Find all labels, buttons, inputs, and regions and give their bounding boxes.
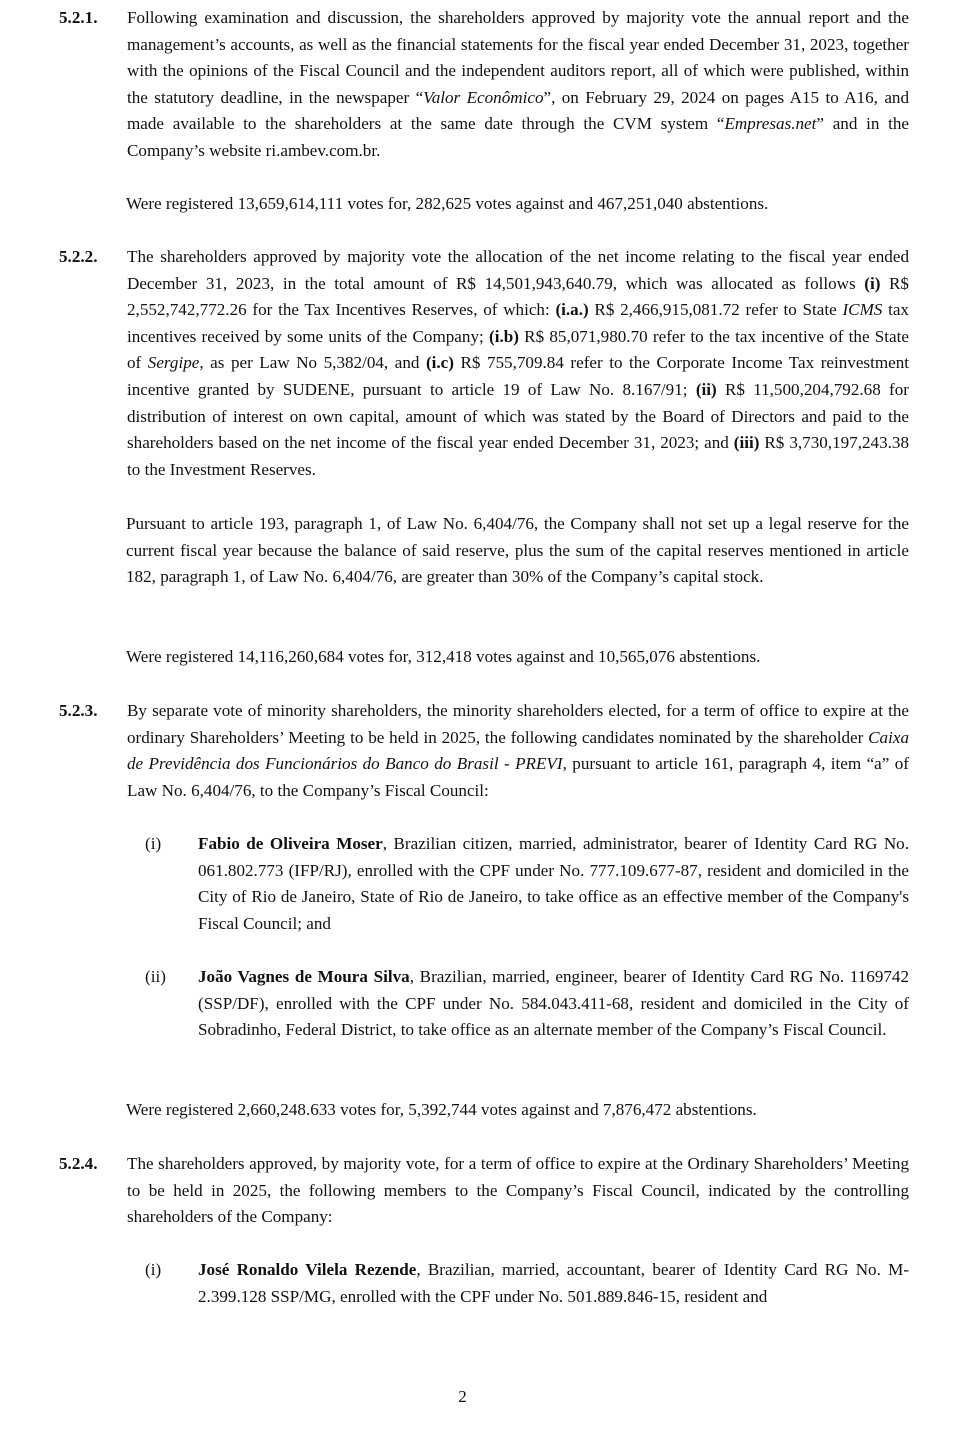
item-number: 5.2.3. (59, 701, 98, 720)
vote-result: Were registered 14,116,260,684 votes for, 312,418 votes against and 10,565,076 abstentions. (126, 647, 761, 666)
candidate-description: João Vagnes de Moura Silva, Brazilian, married, engineer, bearer of Identity Card RG No. 1169742 (SSP/DF), enrolled with the CPF under No. 584.043.411-68, resident and domiciled in the City of Sobradinho, Federal District, to take office as an alternate member of the Company’s Fiscal Council. (198, 967, 910, 1040)
item-5-2-1-text: Following examination and discussion, the shareholders approved by majority vote the annual report and the management’s accounts, as well as the financial statements for the fiscal year ended December 31, 2023, together with the opinions of the Fiscal Council and the independent auditors report, all of which were published, within the statutory deadline, in the newspaper “Valor Econômico”, on February 29, 2024 on pages A15 to A16, and made available to the shareholders at the same date through the CVM system “Empresas.net” and in the Company’s website ri.ambev.com.br. (127, 8, 909, 160)
item-5-2-4-text: The shareholders approved, by majority vote, for a term of office to expire at the Ordinary Shareholders’ Meeting to be held in 2025, the following members to the Company’s Fiscal Council, indicated by the controlling shareholders of the Company: (127, 1154, 909, 1227)
candidate-label: (i) (145, 834, 162, 853)
item-number: 5.2.2. (59, 247, 98, 266)
legal-reserve-paragraph: Pursuant to article 193, paragraph 1, of Law No. 6,404/76, the Company shall not set up a legal reserve for the current fiscal year because the balance of said reserve, plus the sum of the capital reserves mentioned in article 182, paragraph 1, of Law No. 6,404/76, are greater than 30% of the Company’s capital stock. (126, 514, 909, 587)
candidate-label: (ii) (145, 967, 166, 986)
item-number: 5.2.1. (59, 8, 98, 27)
item-5-2-3-text: By separate vote of minority shareholders, the minority shareholders elected, for a term of office to expire at the ordinary Shareholders’ Meeting to be held in 2025, the following candidates nominated by the shareholder Caixa de Previdência dos Funcionários do Banco do Brasil - PREVI, pursuant to article 161, paragraph 4, item “a” of Law No. 6,404/76, to the Company’s Fiscal Council: (127, 701, 909, 800)
candidate-label: (i) (145, 1260, 162, 1279)
candidate-description: José Ronaldo Vilela Rezende, Brazilian, married, accountant, bearer of Identity Card RG No. M-2.399.128 SSP/MG, enrolled with the CPF under No. 501.889.846-15, resident and (198, 1260, 910, 1306)
candidate-description: Fabio de Oliveira Moser, Brazilian citizen, married, administrator, bearer of Identity Card RG No. 061.802.773 (IFP/RJ), enrolled with the CPF under No. 777.109.677-87, resident and domiciled in the City of Rio de Janeiro, State of Rio de Janeiro, to take office as an effective member of the Company's Fiscal Council; and (198, 834, 909, 933)
vote-result: Were registered 2,660,248.633 votes for, 5,392,744 votes against and 7,876,472 abstentions. (126, 1100, 757, 1119)
item-5-2-2-text: The shareholders approved by majority vote the allocation of the net income relating to the fiscal year ended December 31, 2023, in the total amount of R$ 14,501,943,640.79, which was allocated as follows (i) R$ 2,552,742,772.26 for the Tax Incentives Reserves, of which: (i.a.) R$ 2,466,915,081.72 refer to State ICMS tax incentives received by some units of the Company; (i.b) R$ 85,071,980.70 refer to the tax incentive of the State of Sergipe, as per Law No 5,382/04, and (i.c) R$ 755,709.84 refer to the Corporate Income Tax reinvestment incentive granted by SUDENE, pursuant to article 19 of Law No. 8.167/91; (ii) R$ 11,500,204,792.68 for distribution of interest on own capital, amount of which was stated by the Board of Directors and paid to the shareholders based on the net income of the fiscal year ended December 31, 2023; and (iii) R$ 3,730,197,243.38 to the Investment Reserves. (127, 247, 909, 479)
vote-result: Were registered 13,659,614,111 votes for, 282,625 votes against and 467,251,040 abstentions. (126, 194, 769, 213)
item-number: 5.2.4. (59, 1154, 98, 1173)
page-number: 2 (458, 1387, 467, 1406)
